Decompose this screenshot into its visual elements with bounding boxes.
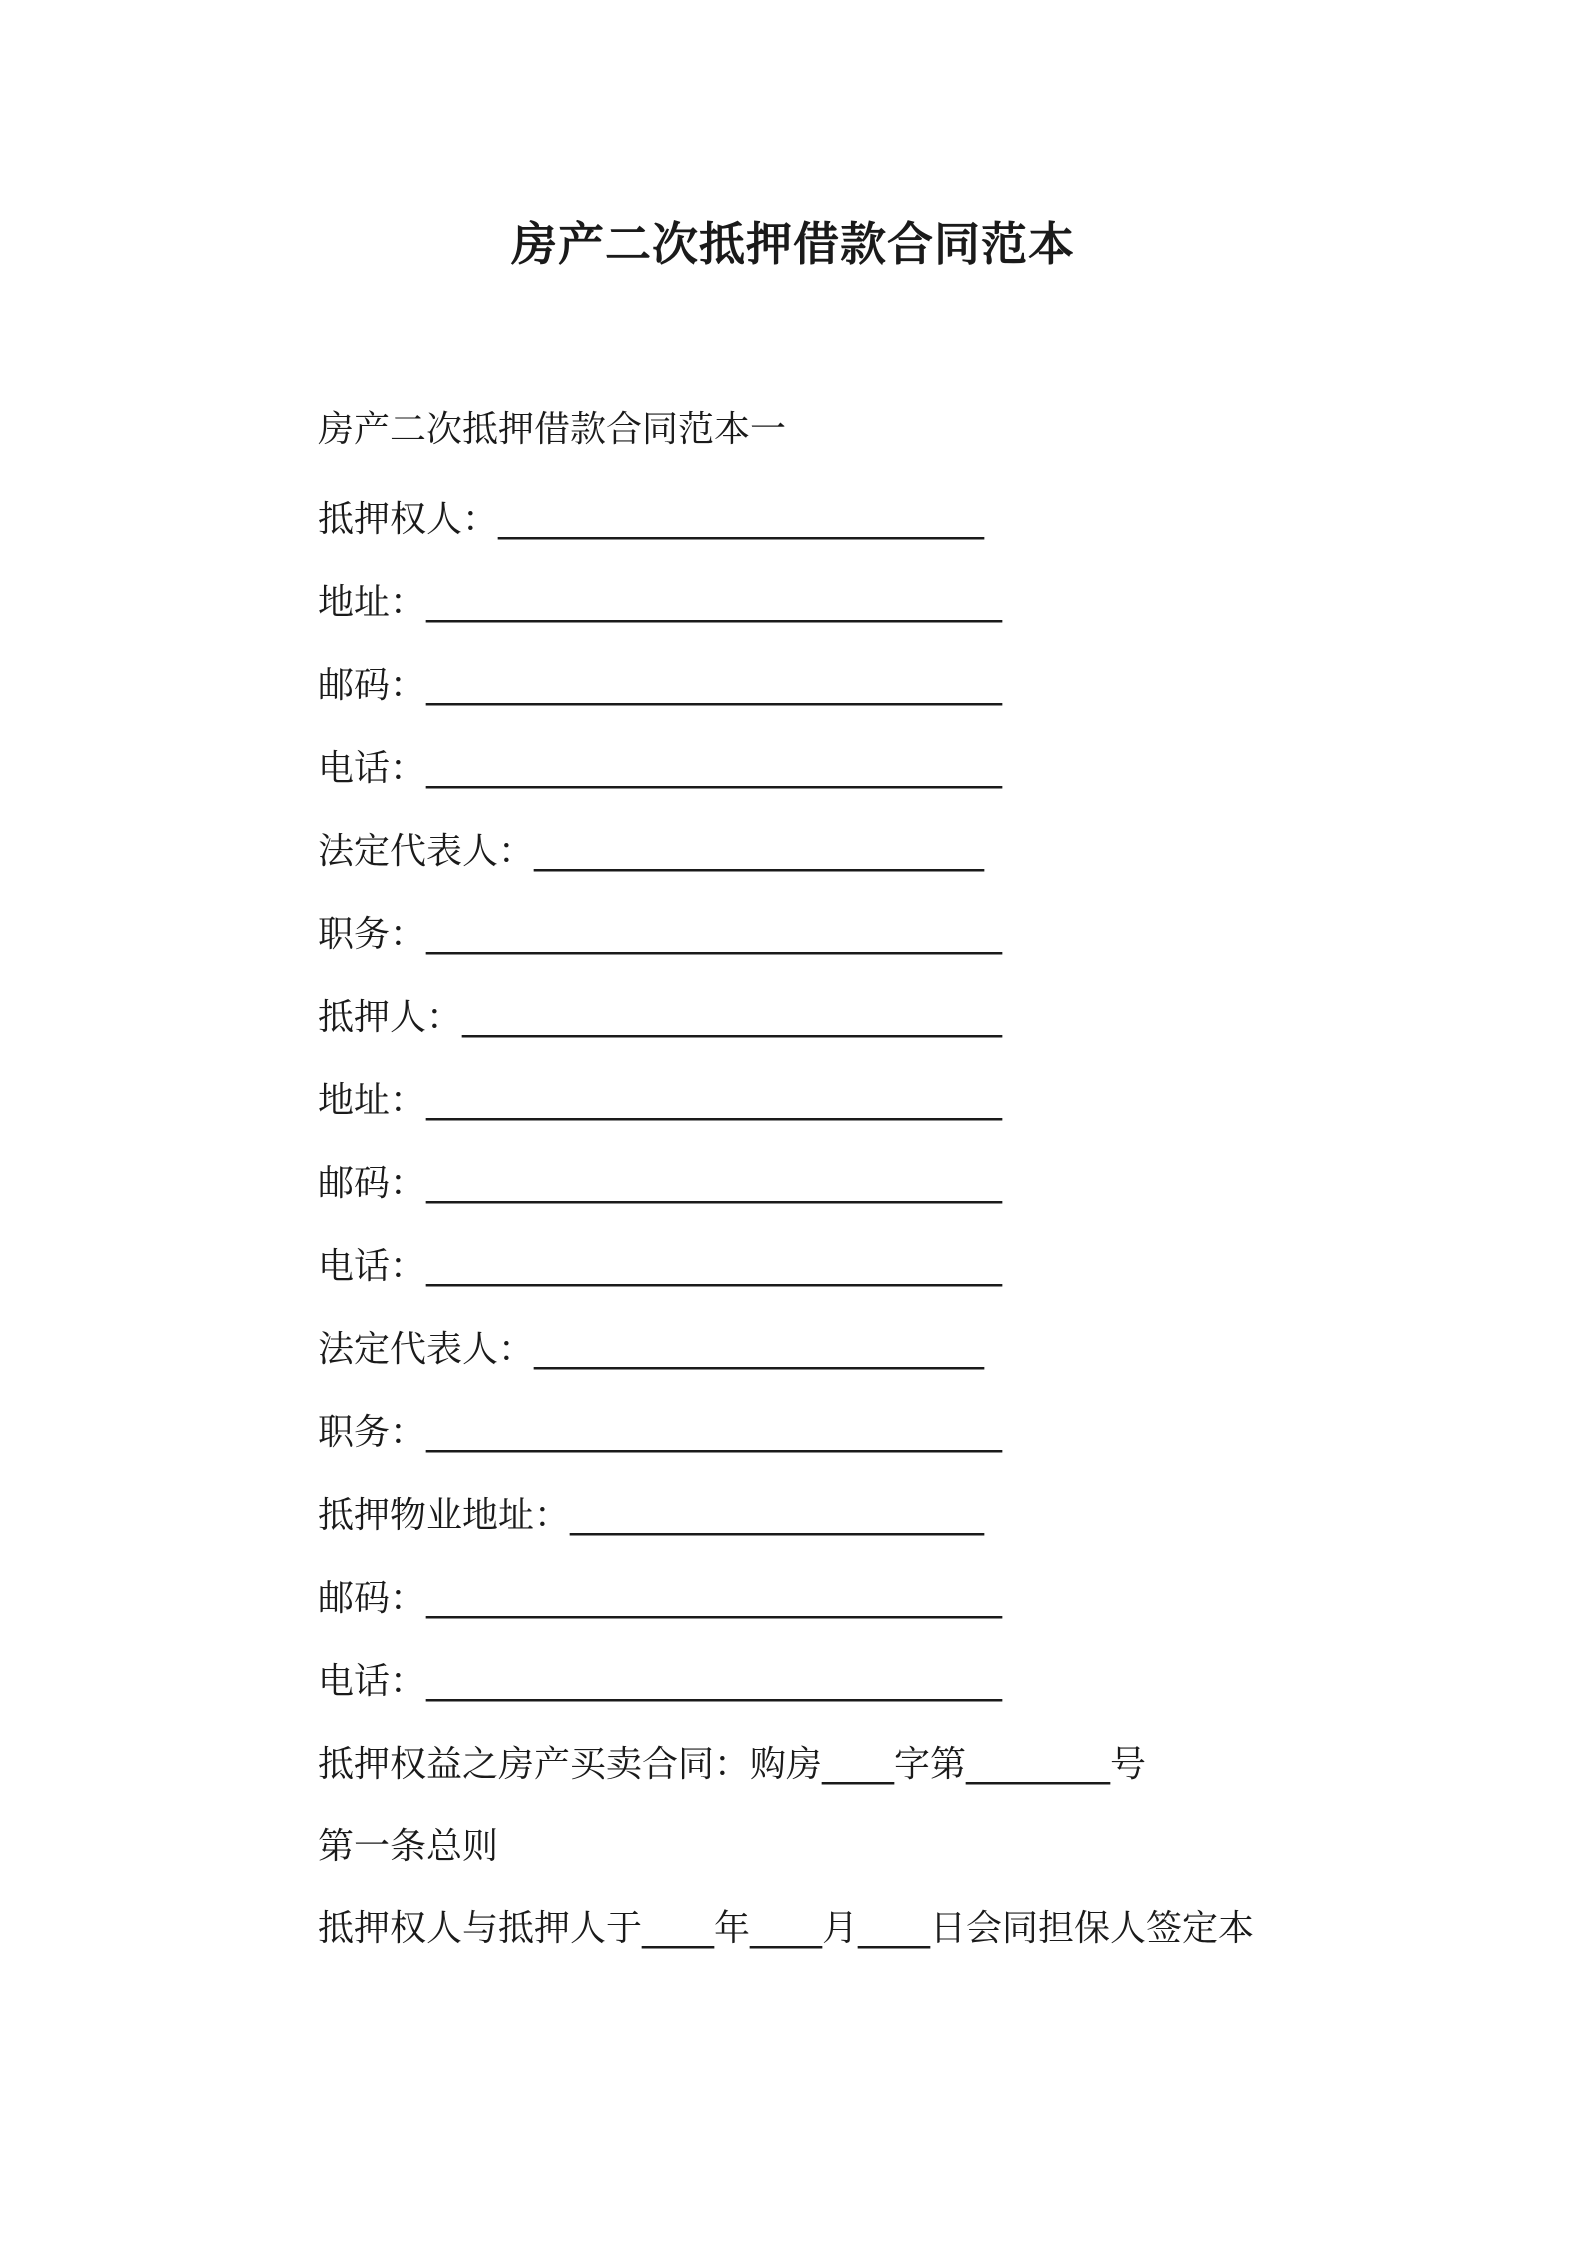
field-mortgagor-address: 地址：________________________________ — [318, 1080, 1003, 1121]
field-mortgagee-position: 职务：________________________________ — [318, 914, 1003, 955]
article-one-text: 抵押权人与抵押人于____年____月____日会同担保人签定本 — [318, 1908, 1255, 1949]
field-purchase-contract: 抵押权益之房产买卖合同：购房____字第________号 — [318, 1744, 1147, 1785]
field-mortgagee: 抵押权人：___________________________ — [318, 499, 985, 540]
article-one-heading: 第一条总则 — [318, 1826, 499, 1867]
field-property-address: 抵押物业地址：_______________________ — [318, 1495, 985, 1536]
field-mortgagor-postcode: 邮码：________________________________ — [318, 1163, 1003, 1204]
field-mortgagor-legal-rep: 法定代表人：_________________________ — [318, 1329, 985, 1370]
document-body — [318, 405, 1418, 1987]
field-mortgagor-position: 职务：________________________________ — [318, 1412, 1003, 1453]
field-mortgagee-legal-rep: 法定代表人：_________________________ — [318, 831, 985, 872]
field-mortgagor-phone: 电话：________________________________ — [318, 1246, 1003, 1287]
document-title: 房产二次抵押借款合同范本 — [511, 217, 1075, 271]
field-mortgagee-postcode: 邮码：________________________________ — [318, 665, 1003, 706]
field-mortgagor: 抵押人：______________________________ — [318, 997, 1003, 1038]
field-mortgagee-phone: 电话：________________________________ — [318, 748, 1003, 789]
field-mortgagee-address: 地址：________________________________ — [318, 582, 1003, 623]
section-heading: 房产二次抵押借款合同范本一 — [318, 409, 787, 450]
field-property-phone: 电话：________________________________ — [318, 1661, 1003, 1702]
field-property-postcode: 邮码：________________________________ — [318, 1578, 1003, 1619]
